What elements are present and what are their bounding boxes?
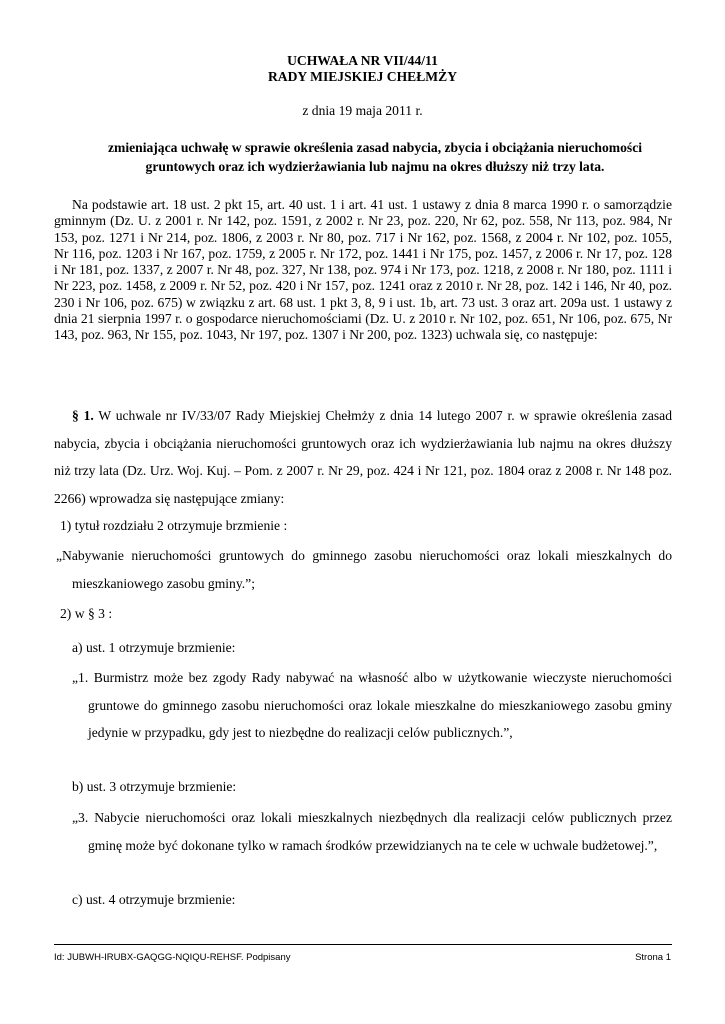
- item-2b-quote: „3. Nabycie nieruchomości oraz lokali mieszkalnych niezbędnych dla realizacji celów publicznych przez gminę może być dokonane tylko w ramach środków przewidzianych na te cele w uchwale budżetowej.”,: [72, 810, 672, 853]
- section-1: [54, 402, 672, 513]
- resolution-subject: zmieniająca uchwałę w sprawie określenia zasad nabycia, zbycia i obciążania nieruchomości gruntowych oraz ich wydzierżawiania lub najmu na okres dłuższy niż trzy lata.: [107, 140, 643, 174]
- item-2a: a) ust. 1 otrzymuje brzmienie:: [72, 640, 236, 655]
- resolution-date: z dnia 19 maja 2011 r.: [302, 103, 423, 118]
- council-name: RADY MIEJSKIEJ CHEŁMŻY: [267, 69, 458, 84]
- document-id: Id: JUBWH-IRUBX-GAQGG-NQIQU-REHSF. Podpisany: [54, 952, 291, 963]
- item-2a-quote: „1. Burmistrz może bez zgody Rady nabywać na własność albo w użytkowanie wieczyste nieruchomości gruntowe do gminnego zasobu nieruchomości oraz lokale mieszkalne do mieszkaniowego zasobu gminy jedynie w przypadku, gdy jest to niezbędne do realizacji celów publicznych.”,: [72, 670, 672, 741]
- item-1-quote: „Nabywanie nieruchomości gruntowych do gminnego zasobu nieruchomości oraz lokali mieszkalnych do mieszkaniowego zasobu gminy.”;: [56, 548, 672, 591]
- section-1-label: § 1.: [72, 408, 94, 423]
- item-2: 2) w § 3 :: [60, 606, 113, 621]
- item-2b: b) ust. 3 otrzymuje brzmienie:: [72, 779, 237, 794]
- page-number: Strona 1: [635, 952, 671, 963]
- section-1-text: W uchwale nr IV/33/07 Rady Miejskiej Chełmży z dnia 14 lutego 2007 r. w sprawie określenia zasad nabycia, zbycia i obciążania nieruchomości gruntowych oraz ich wydzierżawiania lub najmu na okres dłuższy niż trzy lata (Dz. Urz. Woj. Kuj. – Pom. z 2007 r. Nr 29, poz. 424 i Nr 121, poz. 1804 oraz z 2008 r. Nr 148 poz. 2266) wprowadza się następujące zmiany:: [54, 408, 672, 507]
- legal-basis-preamble: Na podstawie art. 18 ust. 2 pkt 15, art. 40 ust. 1 i art. 41 ust. 1 ustawy z dnia 8 marca 1990 r. o samorządzie gminnym (Dz. U. z 2001 r. Nr 142, poz. 1591, z 2002 r. Nr 23, poz. 220, Nr 62, poz. 558, Nr 113, poz. 984, Nr 153, poz. 1271 i Nr 214, poz. 1806, z 2003 r. Nr 80, poz. 717 i Nr 162, poz. 1568, z 2004 r. Nr 102, poz. 1055, Nr 116, poz. 1203 i Nr 167, poz. 1759, z 2005 r. Nr 172, poz. 1441 i Nr 175, poz. 1457, z 2006 r. Nr 17, poz. 128 i Nr 181, poz. 1337, z 2007 r. Nr 48, poz. 327, Nr 138, poz. 974 i Nr 173, poz. 1218, z 2008 r. Nr 180, poz. 1111 i Nr 223, poz. 1458, z 2009 r. Nr 52, poz. 420 i Nr 157, poz. 1241 oraz z 2010 r. Nr 28, poz. 142 i 146, Nr 40, poz. 230 i Nr 106, poz. 675) w związku z art. 68 ust. 1 pkt 3, 8, 9 i ust. 1b, art. 73 ust. 3 oraz art. 209a ust. 1 ustawy z dnia 21 sierpnia 1997 r. o gospodarce nieruchomościami (Dz. U. z 2010 r. Nr 102, poz. 651, Nr 106, poz. 675, Nr 143, poz. 963, Nr 155, poz. 1043, Nr 197, poz. 1307 i Nr 200, poz. 1323) uchwala się, co następuje:: [54, 197, 672, 343]
- item-1: 1) tytuł rozdziału 2 otrzymuje brzmienie :: [60, 518, 288, 533]
- resolution-number: UCHWAŁA NR VII/44/11: [287, 53, 438, 68]
- item-2c: c) ust. 4 otrzymuje brzmienie:: [72, 892, 236, 907]
- footer-divider: [54, 944, 672, 945]
